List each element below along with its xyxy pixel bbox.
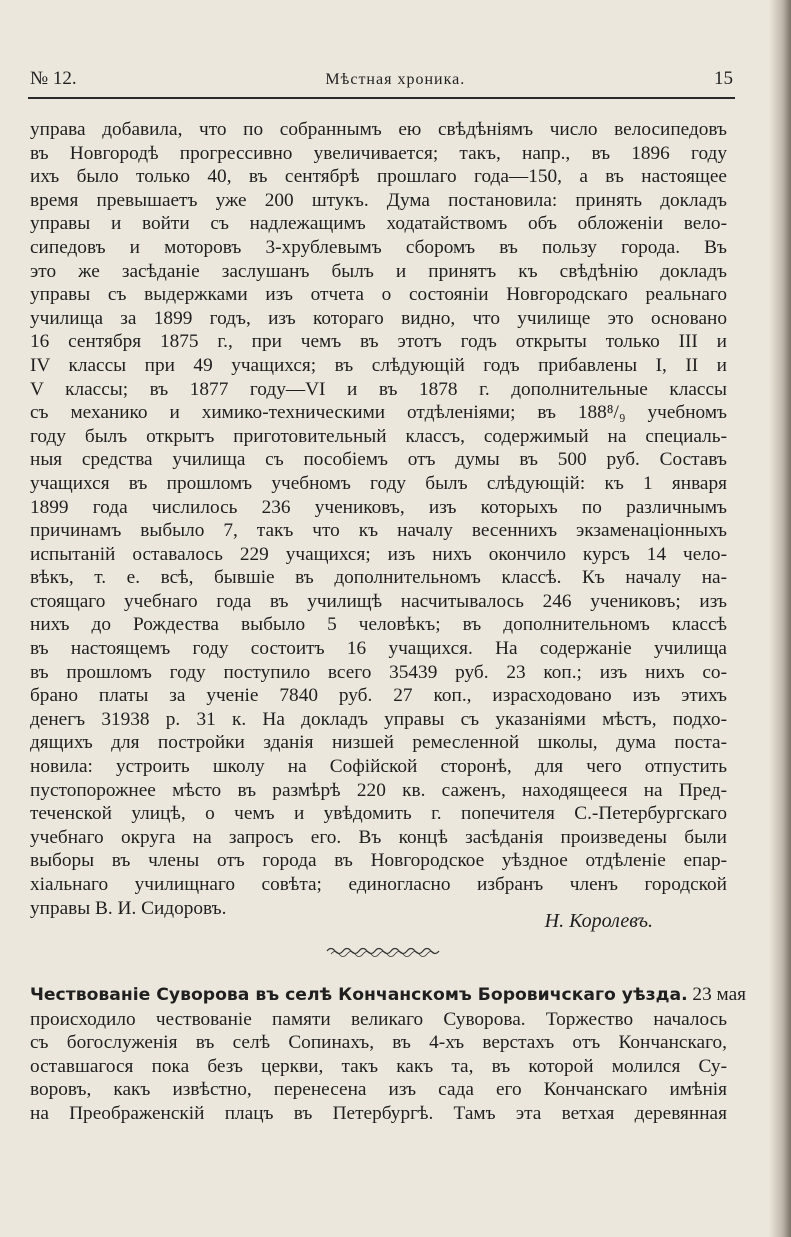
text-line: происходило чествованіе памяти великаго Суворова. Торжество началось bbox=[30, 1008, 727, 1030]
text-line: выборы въ члены отъ города въ Новгородское уѣздное отдѣленіе епар- bbox=[30, 850, 727, 872]
text-line: испытаній оставалось 229 учащихся; изъ нихъ окончило курсъ 14 чело- bbox=[30, 543, 727, 565]
text-line: 16 сентября 1875 г., при чемъ въ этотъ годъ открыты только III и bbox=[30, 331, 727, 353]
text-line: училища за 1899 годъ, изъ котораго видно, что училище это основано bbox=[30, 307, 727, 329]
text-line: нихъ до Рождества выбыло 5 человѣкъ; въ дополнительномъ классѣ bbox=[30, 614, 727, 636]
text-line: теченской улицѣ, о чемъ и увѣдомить г. попечителя С.-Петербургскаго bbox=[30, 803, 727, 825]
text-line: V классы; въ 1877 году—VI и въ 1878 г. дополнительные классы bbox=[30, 378, 727, 400]
text-line: управа добавила, что по собраннымъ ею свѣдѣніямъ число велосипедовъ bbox=[30, 119, 727, 140]
text-line: въ Новгородѣ прогрессивно увеличивается; такъ, напр., въ 1896 году bbox=[30, 142, 727, 164]
news-paragraph bbox=[30, 983, 747, 1126]
wavy-divider bbox=[325, 944, 440, 958]
text-line: это же засѣданіе заслушанъ былъ и принятъ къ свѣдѣнію докладъ bbox=[30, 260, 727, 282]
text-line: новила: устроить школу на Софійской сторонѣ, для чего отпустить bbox=[30, 756, 727, 778]
text-line: пустопорожнее мѣсто въ размѣрѣ 220 кв. саженъ, находящееся на Пред- bbox=[30, 779, 727, 801]
text-line: 1899 года числилось 236 учениковъ, изъ которыхъ по различнымъ bbox=[30, 496, 727, 518]
running-header bbox=[30, 68, 733, 90]
text-line: дящихъ для постройки зданія низшей ремесленной школы, дума поста- bbox=[30, 732, 727, 754]
text-line: воровъ, какъ извѣстно, перенесена изъ сада его Кончанскаго имѣнія bbox=[30, 1079, 727, 1101]
issue-number: № 12. bbox=[30, 68, 77, 89]
report-paragraph bbox=[30, 118, 727, 920]
heading-tail: 23 мая bbox=[687, 984, 747, 1005]
text-line: управы В. И. Сидоровъ. bbox=[30, 897, 227, 919]
text-line: IV классы при 49 учащихся; въ слѣдующій годъ прибавлены I, II и bbox=[30, 354, 727, 376]
text-line: съ богослуженія въ селѣ Сопинахъ, въ 4-хъ верстахъ отъ Кончанскаго, bbox=[30, 1032, 727, 1054]
page-number: 15 bbox=[714, 68, 733, 89]
text-line: денегъ 31938 р. 31 к. На докладъ управы съ указаніями мѣстъ, подхо- bbox=[30, 708, 727, 730]
text-line: учебнаго округа на запросъ его. Въ концѣ засѣданія произведены были bbox=[30, 826, 727, 848]
text-line: управы и войти съ надлежащимъ ходатайствомъ объ обложеніи вело- bbox=[30, 213, 727, 235]
text-line: брано платы за ученіе 7840 руб. 27 коп., израсходовано изъ этихъ bbox=[30, 685, 727, 707]
text-line: оставшагося пока безъ церкви, такъ какъ та, въ которой молился Су- bbox=[30, 1055, 727, 1077]
section-title: Мѣстная хроника. bbox=[325, 71, 466, 88]
text-line: ныя средства училища съ пособіемъ отъ думы въ 500 руб. Составъ bbox=[30, 449, 727, 471]
text-line: хіальнаго училищнаго совѣта; единогласно избранъ членъ городской bbox=[30, 874, 727, 895]
text-line: году былъ открытъ приготовительный классъ, содержимый на специаль- bbox=[30, 425, 727, 447]
text-line: вѣкъ, т. е. всѣ, бывшіе въ дополнительномъ классѣ. Къ началу на- bbox=[30, 567, 727, 589]
text-line: въ прошломъ году поступило всего 35439 руб. 23 коп.; изъ нихъ со- bbox=[30, 661, 727, 683]
text-line: управы съ выдержками изъ отчета о состояніи Новгородскаго реальнаго bbox=[30, 284, 727, 306]
section-heading: Чествованіе Суворова въ селѣ Кончанскомъ Боровичскаго уѣзда. bbox=[30, 985, 688, 1005]
paragraph-first-line bbox=[30, 983, 747, 1008]
text-line: время превышаетъ уже 200 штукъ. Дума постановила: принять докладъ bbox=[30, 189, 727, 211]
text-line: стоящаго учебнаго года въ училищѣ насчитывалось 246 учениковъ; изъ bbox=[30, 590, 727, 612]
author-signature: Н. Королевъ. bbox=[544, 910, 653, 932]
text-line: съ механико и химико-техническими отдѣленіями; въ 188⁸/₉ учебномъ bbox=[30, 402, 727, 424]
text-line: въ настоящемъ году состоитъ 16 учащихся. На содержаніе училища bbox=[30, 638, 727, 660]
text-line: на Преображенскій плацъ въ Петербургѣ. Тамъ эта ветхая деревянная bbox=[30, 1102, 727, 1124]
page-edge-shadow bbox=[769, 0, 791, 1237]
text-line: учащихся въ прошломъ учебномъ году былъ слѣдующій: къ 1 января bbox=[30, 472, 727, 494]
text-line: причинамъ выбыло 7, такъ что къ началу весеннихъ экзаменаціонныхъ bbox=[30, 520, 727, 542]
header-rule bbox=[28, 97, 735, 99]
text-line: сипедовъ и моторовъ 3-хрублевымъ сборомъ въ пользу города. Въ bbox=[30, 236, 727, 258]
text-line: ихъ было только 40, въ сентябрѣ прошлаго года—150, а въ настоящее bbox=[30, 166, 727, 188]
